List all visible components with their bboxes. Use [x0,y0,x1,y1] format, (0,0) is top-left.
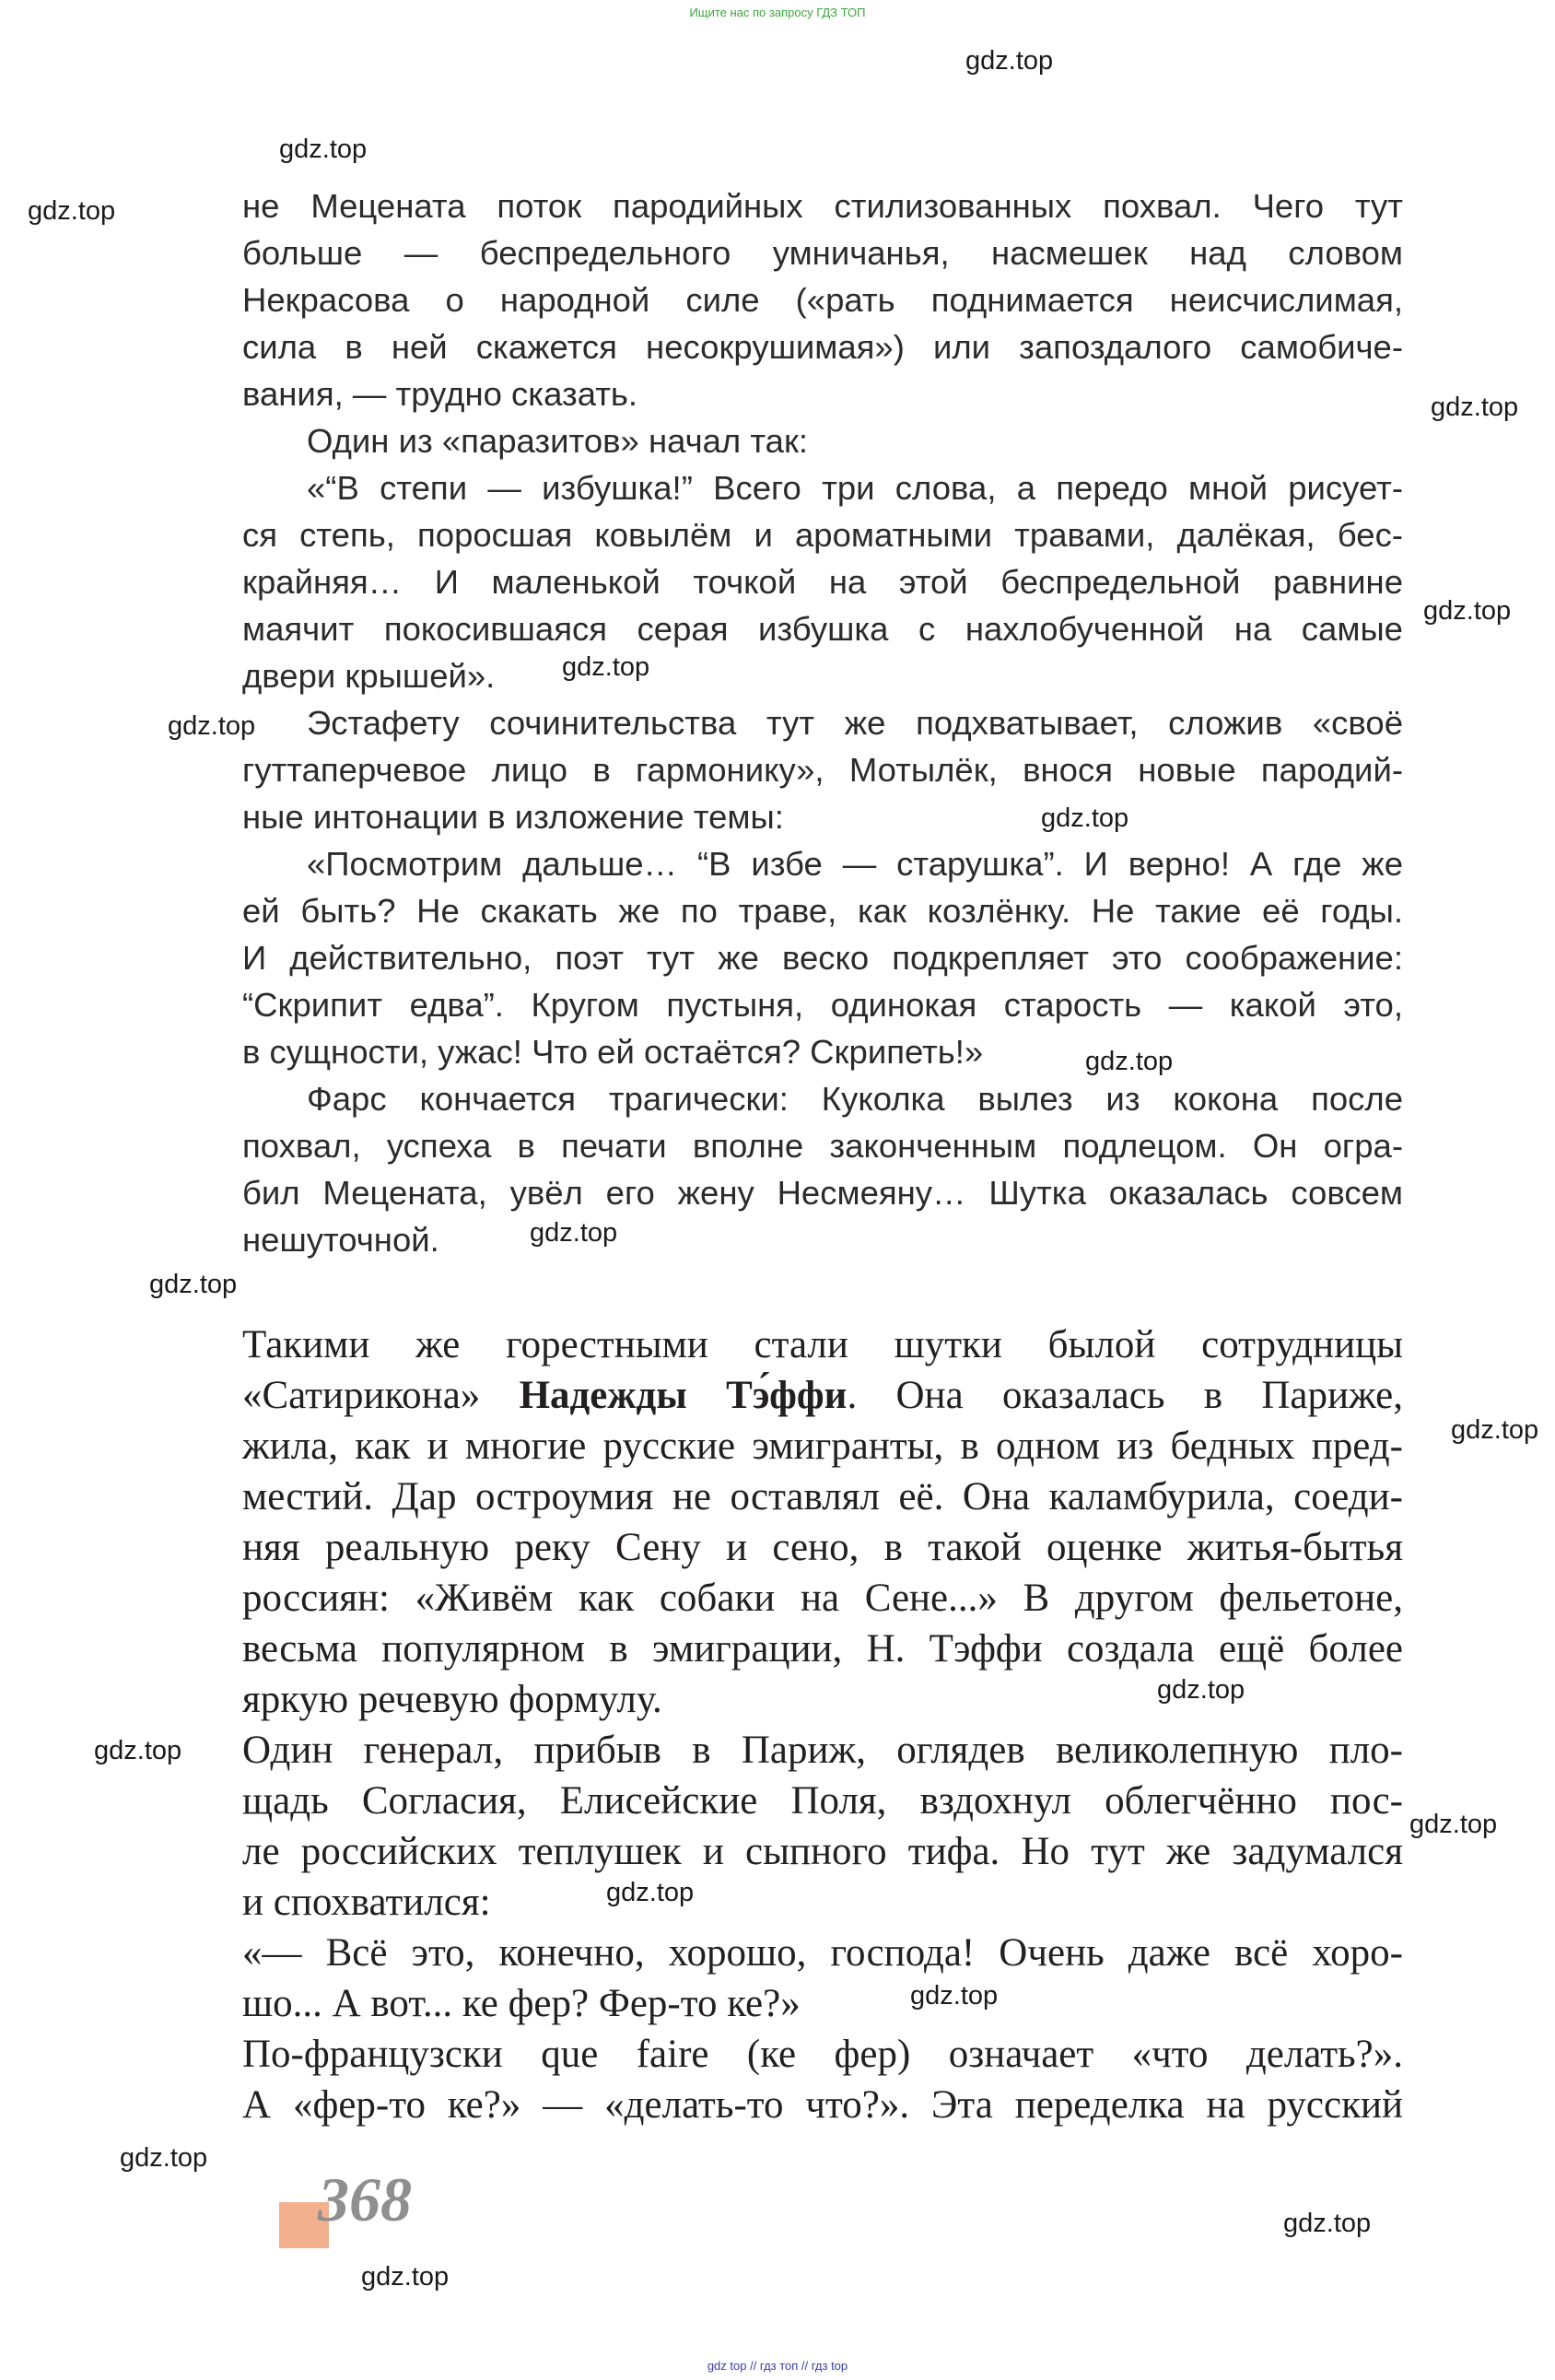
text-line: ные интонации в изложение темы: [242,798,784,836]
page-number: 368 [318,2164,412,2234]
text-line: И действительно, поэт тут же веско подкрепляет это соображение: [242,939,1403,977]
text-line: похвал, успеха в печати вполне законченным подлецом. Он огра- [242,1127,1403,1165]
text-line: маячит покосившаяся серая избушка с нахлобученной на самые [242,610,1403,648]
text-line: яркую речевую формулу. [242,1678,662,1721]
bottom-banner: gdz top // гдз топ // гдз top [707,2359,848,2373]
text-line: щадь Согласия, Елисейские Поля, вздохнул облегчённо пос- [242,1779,1403,1823]
text-line: няя реальную реку Сену и сено, в такой оценке житья-бытья [242,1526,1403,1569]
watermark: gdz.top [28,196,116,226]
text-line: «Сатирикона» Надежды Тэ́ффи. Она оказалась в Париже, [242,1374,1403,1417]
text-line: Эстафету сочинительства тут же подхватывает, сложив «своё [307,704,1403,742]
top-banner: Ищите нас по запросу ГДЗ ТОП [689,6,866,19]
watermark: gdz.top [1283,2209,1372,2238]
main-text-block [242,1319,1403,2130]
watermark: gdz.top [1157,1675,1245,1705]
watermark: gdz.top [1409,1810,1498,1839]
text-line: сила в ней скажется несокрушимая») или запоздалого самобиче- [242,328,1403,366]
watermark: gdz.top [1085,1047,1174,1076]
watermark: gdz.top [1451,1415,1539,1445]
text-line: Один из «паразитов» начал так: [307,422,809,460]
text-line: нешуточной. [242,1221,439,1259]
text-line: весьма популярном в эмиграции, Н. Тэффи создала ещё более [242,1627,1403,1671]
text-line: вания, — трудно сказать. [242,375,638,413]
watermark: gdz.top [120,2143,208,2173]
text-line: Некрасова о народной силе («рать поднимается неисчислимая, [242,281,1403,319]
text-line: и спохватился: [242,1881,491,1924]
watermark: gdz.top [910,1981,999,2011]
text-line: россиян: «Живём как собаки на Сене...» В другом фельетоне, [242,1577,1403,1620]
text-line: гуттаперчевое лицо в гармонику», Мотылёк, внося новые пародий- [242,751,1403,789]
watermark: gdz.top [606,1878,695,1907]
watermark: gdz.top [168,711,256,741]
text-line: Один генерал, прибыв в Париж, оглядев великолепную пло- [242,1729,1403,1772]
watermark: gdz.top [149,1270,238,1299]
watermark: gdz.top [1431,393,1519,422]
text-line: местий. Дар остроумия не оставлял её. Она каламбурила, соеди- [242,1475,1403,1518]
text-line: «— Всё это, конечно, хорошо, господа! Очень даже всё хоро- [242,1931,1403,1975]
author-name: Надежды Тэ́ффи [519,1374,848,1417]
text-line: Фарс кончается трагически: Куколка вылез из кокона после [307,1080,1403,1118]
watermark: gdz.top [965,46,1054,76]
text-line: Такими же горестными стали шутки былой сотрудницы [242,1323,1403,1366]
text-line: больше — беспредельного умничанья, насмешек над словом [242,234,1403,272]
text-line: “Скрипит едва”. Кругом пустыня, одинокая старость — какой это, [242,986,1403,1024]
text-line: двери крышей». [242,657,496,695]
watermark: gdz.top [562,652,650,682]
text-line: крайняя… И маленькой точкой на этой беспредельной равнине [242,563,1403,601]
text-line: ся степь, поросшая ковылём и ароматными травами, далёкая, бес- [242,516,1403,554]
watermark: gdz.top [94,1736,182,1765]
watermark: gdz.top [361,2262,450,2292]
watermark: gdz.top [1041,803,1129,833]
watermark: gdz.top [1423,596,1512,626]
text-line: «“В степи — избушка!” Всего три слова, а передо мной рисует- [307,469,1403,507]
text-line: шо... А вот... ке фер? Фер-то ке?» [242,1982,801,2025]
excerpt-block [242,182,1403,1263]
text-line: А «фер-то ке?» — «делать-то что?». Эта переделка на русский [242,2083,1403,2127]
text-line: не Мецената поток пародийных стилизованных похвал. Чего тут [242,187,1403,225]
text-line: ле российских теплушек и сыпного тифа. Но тут же задумался [242,1830,1403,1873]
text-line: ей быть? Не скакать же по траве, как козлёнку. Не такие её годы. [242,892,1403,930]
text-line: По-французски que faire (ке фер) означает «что делать?». [242,2033,1403,2076]
text-line: бил Мецената, увёл его жену Несмеяну… Шутка оказалась совсем [242,1174,1403,1212]
text-line: жила, как и многие русские эмигранты, в одном из бедных пред- [242,1424,1403,1468]
text-line: в сущности, ужас! Что ей остаётся? Скрипеть!» [242,1033,984,1071]
watermark: gdz.top [530,1218,618,1248]
watermark: gdz.top [279,135,368,164]
text-line: «Посмотрим дальше… “В избе — старушка”. И верно! А где же [307,845,1403,883]
